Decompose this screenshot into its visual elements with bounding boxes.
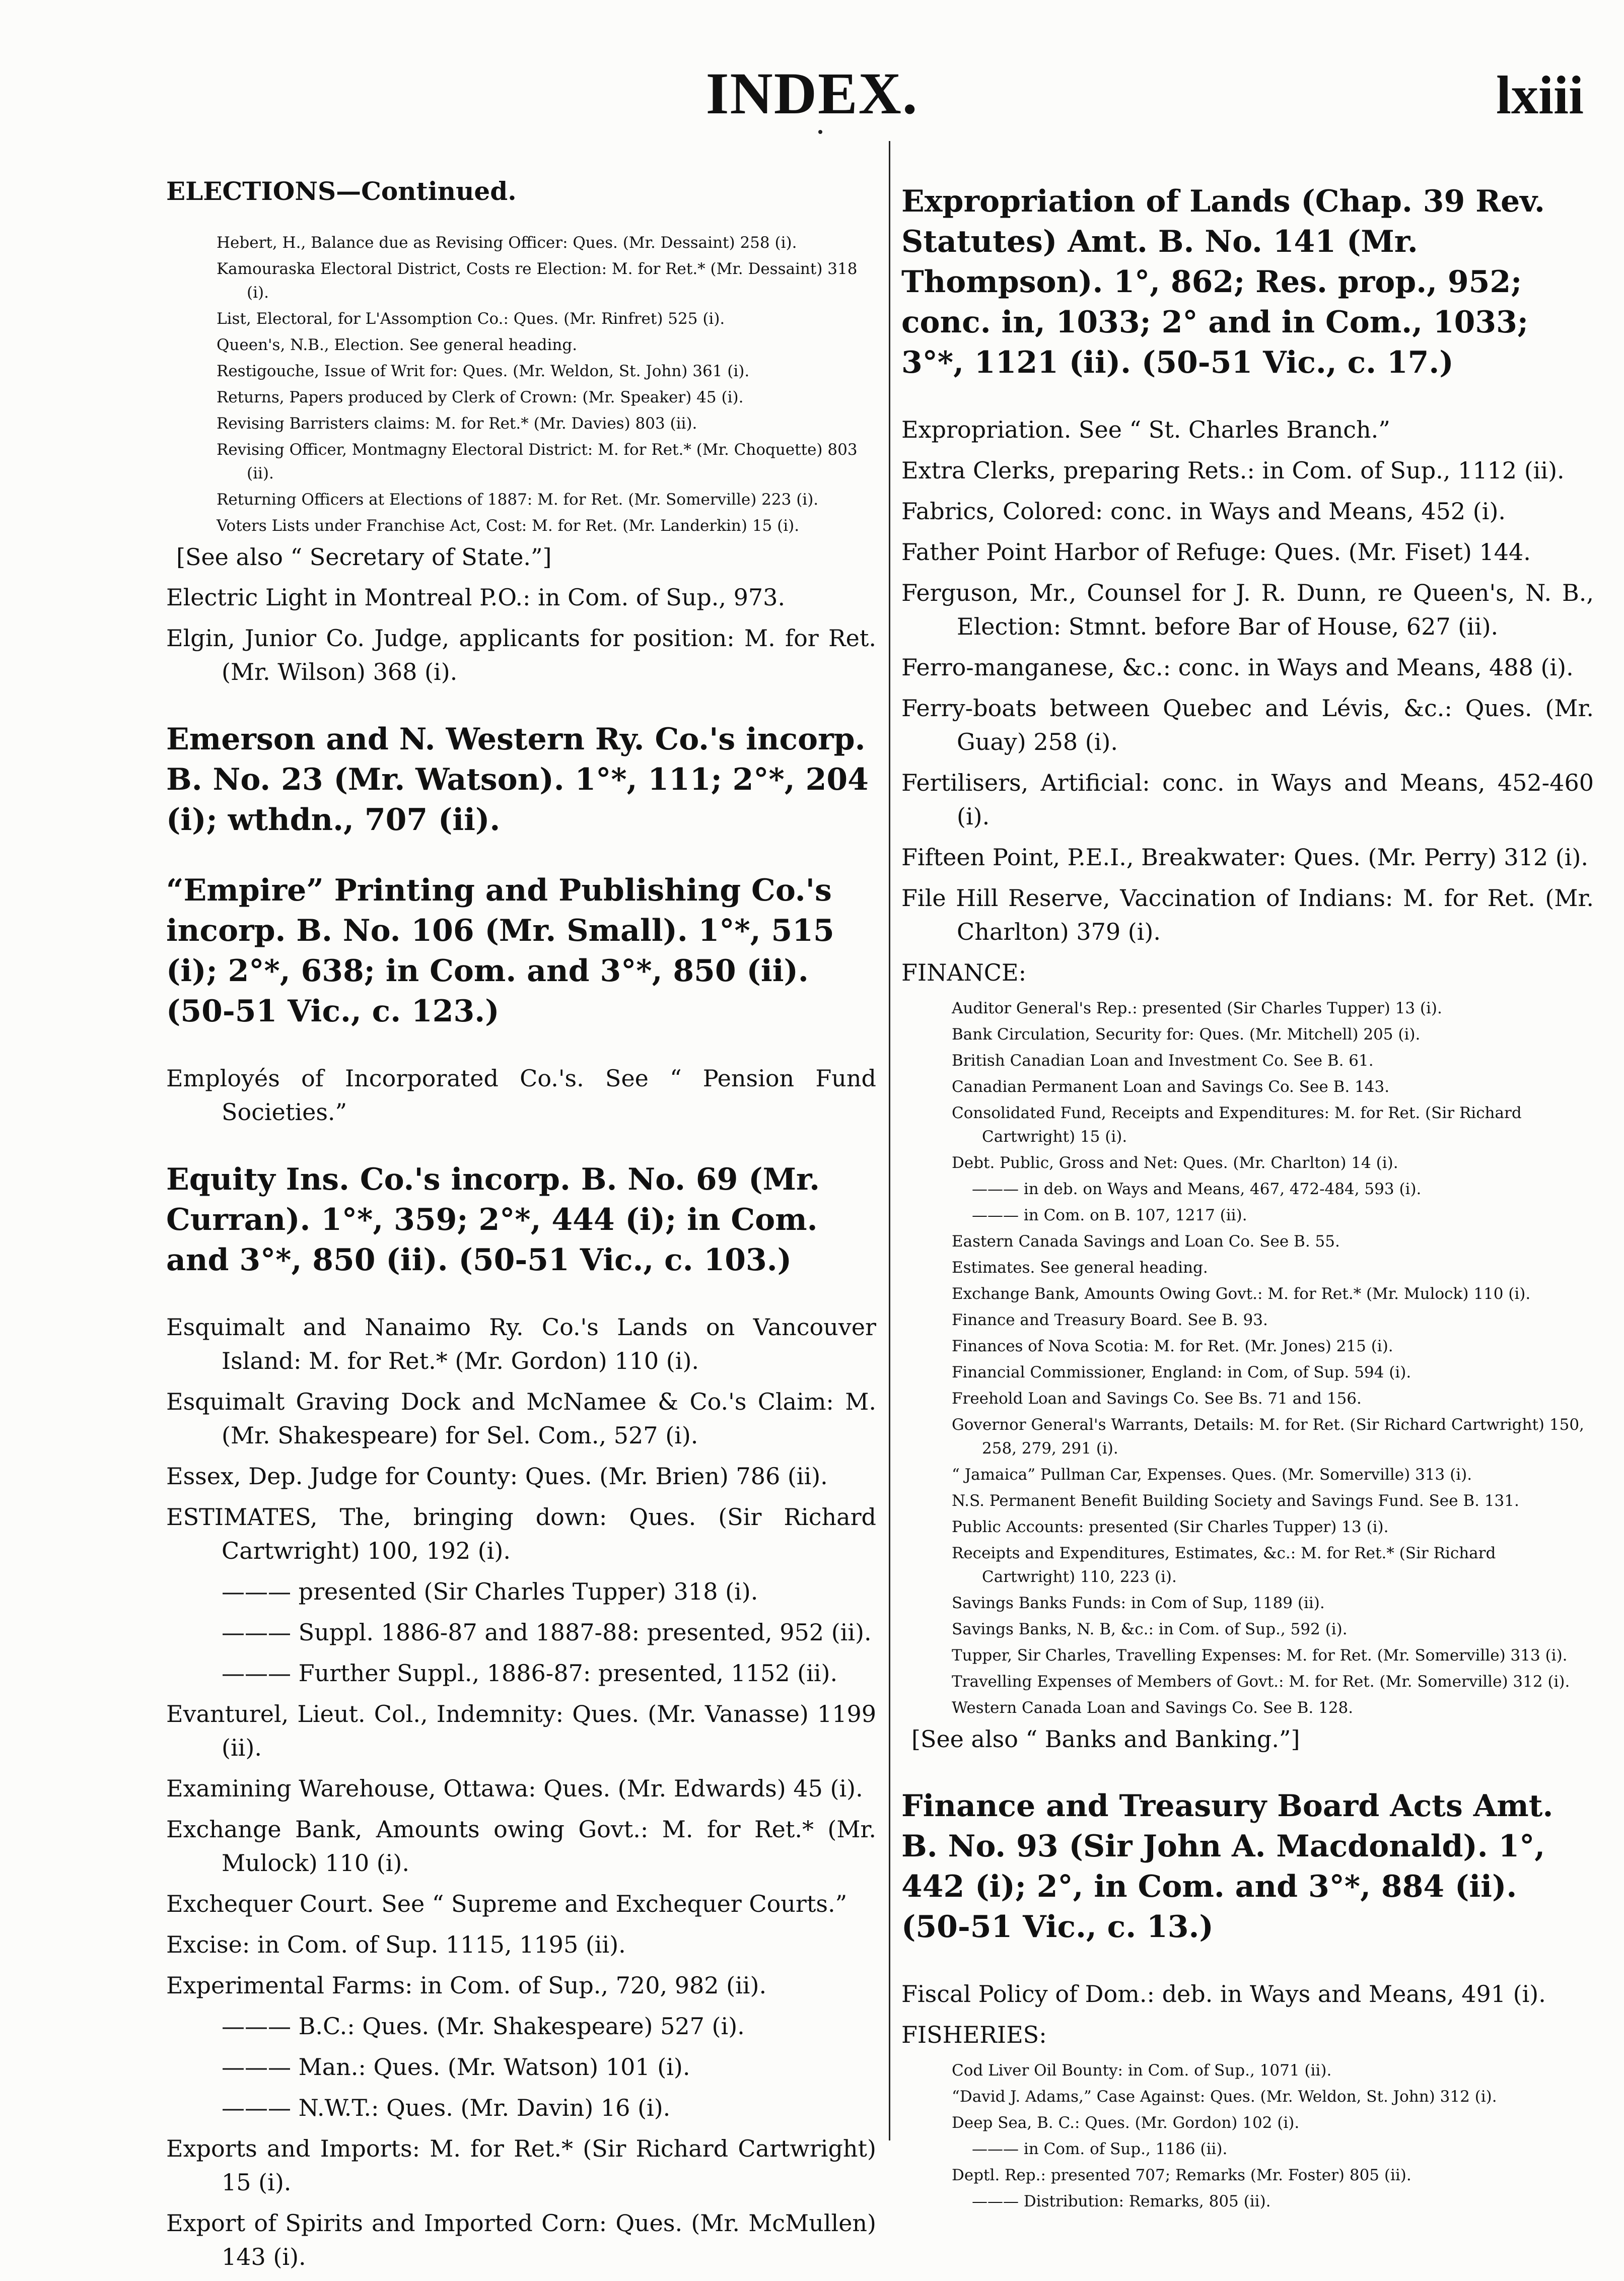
index-entry: Fiscal Policy of Dom.: deb. in Ways and Means, 491 (i). (901, 1980, 1546, 2008)
index-entry: Finance and Treasury Board Acts Amt. B. No. 93 (Sir John A. Macdonald). 1°, 442 (i); 2°, in Com. and 3°*, 884 (ii). (50-51 Vic., c. 13.) (901, 1788, 1554, 1945)
index-entry: Essex, Dep. Judge for County: Ques. (Mr. Brien) 786 (ii). (166, 1463, 828, 1490)
index-entry: ——— Further Suppl., 1886-87: presented, 1152 (ii). (222, 1660, 838, 1687)
index-entry: ——— Man.: Ques. (Mr. Watson) 101 (i). (222, 2053, 690, 2081)
index-entry: Consolidated Fund, Receipts and Expenditures: M. for Ret. (Sir Richard Cartwright) 15 (i). (952, 1104, 1522, 1146)
index-entry: Expropriation. See “ St. Charles Branch.” (901, 416, 1390, 443)
index-entry: N.S. Permanent Benefit Building Society and Savings Fund. See B. 131. (952, 1492, 1519, 1510)
index-entry: Fifteen Point, P.E.I., Breakwater: Ques. (Mr. Perry) 312 (i). (901, 844, 1589, 871)
index-entry: Finance and Treasury Board. See B. 93. (952, 1311, 1268, 1329)
index-entry: ——— in Com. of Sup., 1186 (ii). (972, 2140, 1228, 2158)
index-entry: Exchange Bank, Amounts owing Govt.: M. for Ret.* (Mr. Mulock) 110 (i). (166, 1816, 876, 1877)
index-entry: British Canadian Loan and Investment Co. See B. 61. (952, 1052, 1374, 1070)
index-entry: Exports and Imports: M. for Ret.* (Sir Richard Cartwright) 15 (i). (166, 2135, 876, 2196)
index-entry: Ferry-boats between Quebec and Lévis, &c.: Ques. (Mr. Guay) 258 (i). (901, 695, 1594, 755)
index-entry: ——— Distribution: Remarks, 805 (ii). (972, 2192, 1271, 2210)
index-entry: ——— N.W.T.: Ques. (Mr. Davin) 16 (i). (222, 2094, 671, 2121)
index-entry: Expropriation of Lands (Chap. 39 Rev. Statutes) Amt. B. No. 141 (Mr. Thompson). 1°, 862; Res. prop., 952; conc. in, 1033; 2° and in Com., 1033; 3°*, 1121 (ii). (50-51 Vic., c. 17.) (901, 184, 1545, 380)
index-entry: “David J. Adams,” Case Against: Ques. (Mr. Weldon, St. John) 312 (i). (952, 2088, 1497, 2106)
index-entry: Queen's, N.B., Election. See general heading. (217, 336, 578, 354)
index-entry: Deptl. Rep.: presented 707; Remarks (Mr. Foster) 805 (ii). (952, 2166, 1411, 2184)
index-entry: Canadian Permanent Loan and Savings Co. See B. 143. (952, 1078, 1390, 1096)
index-entry: ——— in Com. on B. 107, 1217 (ii). (972, 1206, 1247, 1224)
index-entry: Receipts and Expenditures, Estimates, &c.: M. for Ret.* (Sir Richard Cartwright) 110, 223 (i). (952, 1544, 1496, 1586)
index-entry: Experimental Farms: in Com. of Sup., 720, 982 (ii). (166, 1972, 767, 1999)
index-entry: Restigouche, Issue of Writ for: Ques. (Mr. Weldon, St. John) 361 (i). (217, 362, 750, 380)
index-entry: Public Accounts: presented (Sir Charles Tupper) 13 (i). (952, 1518, 1389, 1536)
index-entry: Electric Light in Montreal P.O.: in Com. of Sup., 973. (166, 584, 786, 611)
index-entry: Fabrics, Colored: conc. in Ways and Means, 452 (i). (901, 498, 1506, 525)
left-column (166, 151, 876, 2281)
index-entry: List, Electoral, for L'Assomption Co.: Ques. (Mr. Rinfret) 525 (i). (217, 310, 725, 328)
index-entry: Governor General's Warrants, Details: M. for Ret. (Sir Richard Cartwright) 150, 258, 279, 291 (i). (952, 1416, 1584, 1458)
index-entry: Equity Ins. Co.'s incorp. B. No. 69 (Mr. Curran). 1°*, 359; 2°*, 444 (i); in Com. and 3°*, 850 (ii). (50-51 Vic., c. 103.) (166, 1162, 820, 1278)
index-entry: Savings Banks, N. B, &c.: in Com. of Sup., 592 (i). (952, 1620, 1348, 1638)
index-entry: Bank Circulation, Security for: Ques. (Mr. Mitchell) 205 (i). (952, 1025, 1421, 1044)
index-entry: “Empire” Printing and Publishing Co.'s incorp. B. No. 106 (Mr. Small). 1°*, 515 (i); 2°*, 638; in Com. and 3°*, 850 (ii). (50-51 Vic., c. 123.) (166, 873, 834, 1029)
index-entry: Ferro-manganese, &c.: conc. in Ways and Means, 488 (i). (901, 654, 1574, 681)
index-entry: Auditor General's Rep.: presented (Sir Charles Tupper) 13 (i). (952, 999, 1442, 1017)
index-entry: [See also “ Secretary of State.”] (176, 543, 552, 571)
index-entry: FINANCE: (901, 959, 1027, 986)
index-entry: Kamouraska Electoral District, Costs re Election: M. for Ret.* (Mr. Dessaint) 318 (i). (217, 260, 858, 302)
index-entry: ESTIMATES, The, bringing down: Ques. (Sir Richard Cartwright) 100, 192 (i). (166, 1503, 876, 1564)
index-entry: Elgin, Junior Co. Judge, applicants for position: M. for Ret. (Mr. Wilson) 368 (i). (166, 625, 876, 685)
index-entry: Voters Lists under Franchise Act, Cost: M. for Ret. (Mr. Landerkin) 15 (i). (217, 517, 800, 535)
index-entry: Estimates. See general heading. (952, 1259, 1208, 1277)
index-entry: FISHERIES: (901, 2021, 1047, 2048)
page-title: INDEX. (705, 60, 919, 126)
index-entry: Emerson and N. Western Ry. Co.'s incorp. B. No. 23 (Mr. Watson). 1°*, 111; 2°*, 204 (i); wthdn., 707 (ii). (166, 722, 869, 838)
index-entry: Revising Officer, Montmagny Electoral District: M. for Ret.* (Mr. Choquette) 803 (ii). (217, 441, 858, 482)
right-column (901, 151, 1594, 2216)
column-divider (889, 141, 890, 2140)
index-entry: Father Point Harbor of Refuge: Ques. (Mr. Fiset) 144. (901, 538, 1531, 566)
index-entry: Returning Officers at Elections of 1887: M. for Ret. (Mr. Somerville) 223 (i). (217, 491, 819, 509)
header-dot (818, 130, 822, 134)
index-entry: Finances of Nova Scotia: M. for Ret. (Mr. Jones) 215 (i). (952, 1337, 1393, 1355)
index-entry: Freehold Loan and Savings Co. See Bs. 71 and 156. (952, 1390, 1362, 1408)
index-entry: Tupper, Sir Charles, Travelling Expenses: M. for Ret. (Mr. Somerville) 313 (i). (952, 1646, 1568, 1665)
index-entry: ——— Suppl. 1886-87 and 1887-88: presented, 952 (ii). (222, 1619, 872, 1646)
index-entry: Savings Banks Funds: in Com of Sup, 1189 (ii). (952, 1594, 1325, 1612)
index-entry: Deep Sea, B. C.: Ques. (Mr. Gordon) 102 (i). (952, 2114, 1300, 2132)
index-entry: File Hill Reserve, Vaccination of Indians: M. for Ret. (Mr. Charlton) 379 (i). (901, 884, 1594, 945)
index-entry: Revising Barristers claims: M. for Ret.* (Mr. Davies) 803 (ii). (217, 414, 697, 433)
index-entry: Evanturel, Lieut. Col., Indemnity: Ques. (Mr. Vanasse) 1199 (ii). (166, 1700, 876, 1761)
index-entry: Exchange Bank, Amounts Owing Govt.: M. for Ret.* (Mr. Mulock) 110 (i). (952, 1285, 1531, 1303)
index-entry: Ferguson, Mr., Counsel for J. R. Dunn, re Queen's, N. B., Election: Stmnt. before Bar of House, 627 (ii). (901, 579, 1594, 640)
index-entry: Debt. Public, Gross and Net: Ques. (Mr. Charlton) 14 (i). (952, 1154, 1398, 1172)
index-entry: Travelling Expenses of Members of Govt.: M. for Ret. (Mr. Somerville) 312 (i). (952, 1673, 1570, 1691)
page-number: lxiii (1496, 65, 1584, 125)
page-header (0, 59, 1624, 135)
index-entry: Export of Spirits and Imported Corn: Ques. (Mr. McMullen) 143 (i). (166, 2209, 876, 2270)
index-entry: ——— presented (Sir Charles Tupper) 318 (i). (222, 1578, 758, 1605)
index-entry: Employés of Incorporated Co.'s. See “ Pension Fund Societies.” (166, 1065, 876, 1126)
index-entry: Western Canada Loan and Savings Co. See B. 128. (952, 1699, 1354, 1717)
index-entry: Esquimalt Graving Dock and McNamee & Co.'s Claim: M. (Mr. Shakespeare) for Sel. Com., 527 (i). (166, 1388, 876, 1449)
index-entry: Returns, Papers produced by Clerk of Crown: (Mr. Speaker) 45 (i). (217, 388, 744, 406)
index-entry: ELECTIONS—Continued. (166, 176, 517, 206)
index-entry: Extra Clerks, preparing Rets.: in Com. of Sup., 1112 (ii). (901, 457, 1565, 484)
index-entry: Eastern Canada Savings and Loan Co. See B. 55. (952, 1232, 1340, 1251)
index-entry: Financial Commissioner, England: in Com, of Sup. 594 (i). (952, 1363, 1411, 1381)
index-entry: Exchequer Court. See “ Supreme and Exchequer Courts.” (166, 1890, 848, 1917)
index-entry: ——— in deb. on Ways and Means, 467, 472-484, 593 (i). (972, 1180, 1422, 1198)
index-entry: Examining Warehouse, Ottawa: Ques. (Mr. Edwards) 45 (i). (166, 1775, 863, 1802)
index-entry: Esquimalt and Nanaimo Ry. Co.'s Lands on Vancouver Island: M. for Ret.* (Mr. Gordon) 110 (i). (166, 1314, 876, 1374)
index-entry: Excise: in Com. of Sup. 1115, 1195 (ii). (166, 1931, 626, 1958)
index-entry: Hebert, H., Balance due as Revising Officer: Ques. (Mr. Dessaint) 258 (i). (217, 234, 797, 252)
index-entry: ——— B.C.: Ques. (Mr. Shakespeare) 527 (i). (222, 2013, 745, 2040)
index-entry: [See also “ Banks and Banking.”] (911, 1725, 1300, 1753)
index-entry: Fertilisers, Artificial: conc. in Ways and Means, 452-460 (i). (901, 769, 1594, 830)
index-entry: Cod Liver Oil Bounty: in Com. of Sup., 1071 (ii). (952, 2061, 1332, 2080)
index-entry: “ Jamaica” Pullman Car, Expenses. Ques. (Mr. Somerville) 313 (i). (952, 1466, 1472, 1484)
